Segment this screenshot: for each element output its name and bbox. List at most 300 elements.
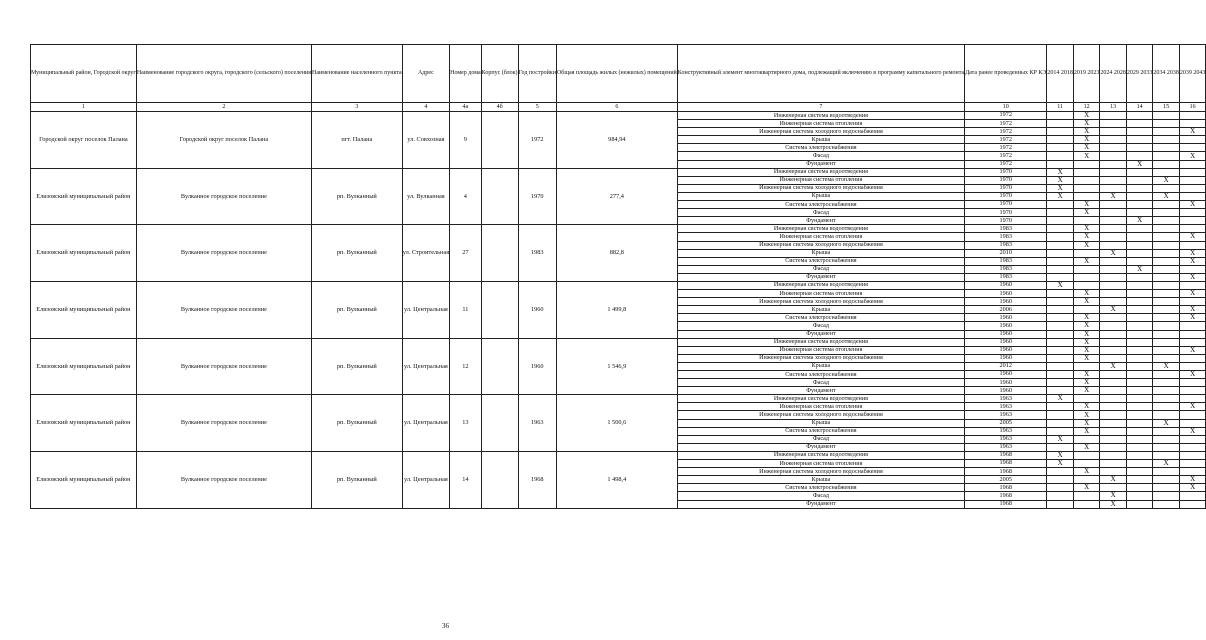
period-mark (1047, 322, 1074, 330)
period-mark (1153, 322, 1180, 330)
col-header-period: 2034 2038 (1153, 45, 1180, 103)
period-mark (1153, 500, 1180, 508)
element-name: Система электроснабжения (677, 427, 964, 435)
period-mark (1073, 249, 1100, 257)
period-mark (1179, 168, 1206, 176)
element-name: Инженерная система водоотведения (677, 225, 964, 233)
col-header-settlement: Наименование городского округа, городского (сельского) поселения (136, 45, 311, 103)
period-mark (1047, 298, 1074, 306)
grp-block (481, 338, 518, 395)
grp-settlement: Вулканное городское поселение (136, 225, 311, 282)
period-mark: X (1179, 346, 1206, 354)
element-name: Инженерная система водоотведения (677, 451, 964, 459)
period-mark: X (1073, 387, 1100, 395)
element-name: Фундамент (677, 500, 964, 508)
period-mark (1126, 476, 1153, 484)
period-mark (1047, 338, 1074, 346)
element-name: Фасад (677, 322, 964, 330)
grp-locality: рп. Вулканный (312, 281, 403, 338)
period-mark (1153, 484, 1180, 492)
element-name: Инженерная система водоотведения (677, 395, 964, 403)
period-mark (1126, 290, 1153, 298)
period-mark (1100, 233, 1127, 241)
period-mark (1073, 160, 1100, 168)
period-mark (1047, 492, 1074, 500)
element-name: Инженерная система холодного водоснабжения (677, 184, 964, 192)
period-mark (1153, 395, 1180, 403)
element-name: Инженерная система холодного водоснабжения (677, 354, 964, 362)
period-mark (1047, 290, 1074, 298)
grp-house: 9 (450, 112, 482, 169)
period-mark (1126, 128, 1153, 136)
period-mark (1153, 120, 1180, 128)
col-header-period: 2019 2023 (1073, 45, 1100, 103)
period-mark (1100, 128, 1127, 136)
grp-settlement: Вулканное городское поселение (136, 338, 311, 395)
prior-repair-date: 1970 (965, 209, 1047, 217)
element-name: Инженерная система водоотведения (677, 168, 964, 176)
col-header-area: Общая площадь жилых (нежилых) помещений (556, 45, 677, 103)
period-mark: X (1179, 314, 1206, 322)
column-number: 6 (556, 103, 677, 112)
period-mark (1047, 306, 1074, 314)
period-mark: X (1179, 403, 1206, 411)
column-number: 12 (1073, 103, 1100, 112)
element-name: Инженерная система холодного водоснабжения (677, 411, 964, 419)
period-mark (1047, 403, 1074, 411)
period-mark (1153, 160, 1180, 168)
element-name: Инженерная система отопления (677, 403, 964, 411)
period-mark (1153, 152, 1180, 160)
period-mark (1153, 265, 1180, 273)
column-number: 7 (677, 103, 964, 112)
period-mark (1100, 112, 1127, 120)
grp-locality: рп. Вулканный (312, 395, 403, 452)
period-mark (1100, 152, 1127, 160)
grp-year: 1963 (518, 395, 556, 452)
prior-repair-date: 1960 (965, 379, 1047, 387)
period-mark (1047, 484, 1074, 492)
prior-repair-date: 1963 (965, 427, 1047, 435)
prior-repair-date: 1970 (965, 184, 1047, 192)
element-name: Фундамент (677, 330, 964, 338)
prior-repair-date: 1968 (965, 500, 1047, 508)
period-mark (1126, 379, 1153, 387)
prior-repair-date: 1968 (965, 451, 1047, 459)
period-mark: X (1126, 217, 1153, 225)
element-name: Инженерная система отопления (677, 176, 964, 184)
column-number: 13 (1100, 103, 1127, 112)
column-number: 11 (1047, 103, 1074, 112)
period-mark (1100, 427, 1127, 435)
period-mark: X (1073, 120, 1100, 128)
period-mark: X (1047, 192, 1074, 200)
period-mark (1100, 168, 1127, 176)
column-number: 10 (965, 103, 1047, 112)
period-mark: X (1073, 379, 1100, 387)
period-mark (1126, 322, 1153, 330)
period-mark (1153, 249, 1180, 257)
period-mark: X (1047, 184, 1074, 192)
prior-repair-date: 1983 (965, 265, 1047, 273)
period-mark: X (1047, 168, 1074, 176)
period-mark (1126, 306, 1153, 314)
period-mark (1047, 354, 1074, 362)
period-mark (1047, 411, 1074, 419)
period-mark (1179, 354, 1206, 362)
element-name: Система электроснабжения (677, 144, 964, 152)
period-mark: X (1073, 201, 1100, 209)
element-name: Система электроснабжения (677, 484, 964, 492)
grp-house: 27 (450, 225, 482, 282)
period-mark: X (1100, 476, 1127, 484)
period-mark: X (1073, 233, 1100, 241)
grp-settlement: Вулканное городское поселение (136, 281, 311, 338)
period-mark (1153, 443, 1180, 451)
prior-repair-date: 1960 (965, 298, 1047, 306)
prior-repair-date: 2006 (965, 306, 1047, 314)
grp-year: 1970 (518, 168, 556, 225)
period-mark (1179, 136, 1206, 144)
period-mark (1179, 144, 1206, 152)
period-mark (1047, 152, 1074, 160)
period-mark: X (1153, 419, 1180, 427)
period-mark (1153, 371, 1180, 379)
element-name: Инженерная система водоотведения (677, 281, 964, 289)
period-mark (1073, 492, 1100, 500)
prior-repair-date: 1983 (965, 257, 1047, 265)
period-mark: X (1047, 281, 1074, 289)
period-mark (1073, 451, 1100, 459)
period-mark (1100, 257, 1127, 265)
period-mark (1100, 273, 1127, 281)
period-mark: X (1047, 395, 1074, 403)
period-mark (1047, 128, 1074, 136)
element-name: Крыша (677, 476, 964, 484)
period-mark (1100, 314, 1127, 322)
period-mark (1047, 112, 1074, 120)
period-mark (1126, 371, 1153, 379)
element-name: Фасад (677, 492, 964, 500)
period-mark (1153, 281, 1180, 289)
period-mark (1100, 451, 1127, 459)
period-mark: X (1100, 192, 1127, 200)
period-mark (1100, 403, 1127, 411)
column-number: 4 (402, 103, 449, 112)
period-mark (1126, 346, 1153, 354)
period-mark (1126, 468, 1153, 476)
period-mark (1153, 427, 1180, 435)
period-mark (1100, 411, 1127, 419)
element-name: Фасад (677, 265, 964, 273)
grp-settlement: Вулканное городское поселение (136, 451, 311, 508)
period-mark (1153, 290, 1180, 298)
table-row (31, 395, 1206, 403)
period-mark (1126, 273, 1153, 281)
period-mark (1126, 492, 1153, 500)
column-number: 4б (481, 103, 518, 112)
period-mark: X (1073, 427, 1100, 435)
period-mark: X (1179, 306, 1206, 314)
period-mark (1153, 112, 1180, 120)
period-mark: X (1047, 460, 1074, 468)
prior-repair-date: 1963 (965, 403, 1047, 411)
element-name: Фундамент (677, 387, 964, 395)
grp-year: 1972 (518, 112, 556, 169)
period-mark (1126, 354, 1153, 362)
col-header-address: Адрес (402, 45, 449, 103)
period-mark (1126, 168, 1153, 176)
element-name: Фундамент (677, 160, 964, 168)
period-mark (1100, 330, 1127, 338)
period-mark (1126, 451, 1153, 459)
period-mark (1179, 419, 1206, 427)
element-name: Инженерная система холодного водоснабжения (677, 241, 964, 249)
prior-repair-date: 1972 (965, 152, 1047, 160)
grp-year: 1968 (518, 451, 556, 508)
col-header-block: Корпус (блок) (481, 45, 518, 103)
period-mark (1047, 201, 1074, 209)
period-mark (1100, 144, 1127, 152)
grp-house: 14 (450, 451, 482, 508)
column-number: 14 (1126, 103, 1153, 112)
period-mark (1100, 176, 1127, 184)
period-mark (1126, 176, 1153, 184)
period-mark (1047, 233, 1074, 241)
prior-repair-date: 1960 (965, 281, 1047, 289)
period-mark (1126, 233, 1153, 241)
prior-repair-date: 1983 (965, 273, 1047, 281)
grp-district: Елизовский муниципальный район (31, 451, 137, 508)
grp-address: ул. Центральная (402, 281, 449, 338)
period-mark (1179, 160, 1206, 168)
period-mark (1047, 500, 1074, 508)
period-mark (1126, 500, 1153, 508)
grp-address: ул. Совхозная (402, 112, 449, 169)
period-mark (1047, 136, 1074, 144)
element-name: Инженерная система холодного водоснабжения (677, 128, 964, 136)
table-row (31, 225, 1206, 233)
period-mark (1153, 411, 1180, 419)
period-mark (1047, 379, 1074, 387)
period-mark (1179, 492, 1206, 500)
period-mark: X (1073, 403, 1100, 411)
period-mark: X (1179, 233, 1206, 241)
grp-house: 4 (450, 168, 482, 225)
period-mark (1153, 136, 1180, 144)
element-name: Система электроснабжения (677, 314, 964, 322)
period-mark (1073, 168, 1100, 176)
grp-block (481, 395, 518, 452)
period-mark (1153, 201, 1180, 209)
period-mark (1100, 443, 1127, 451)
period-mark: X (1100, 500, 1127, 508)
period-mark (1179, 451, 1206, 459)
period-mark: X (1179, 476, 1206, 484)
period-mark (1126, 241, 1153, 249)
period-mark (1126, 192, 1153, 200)
grp-area: 277,4 (556, 168, 677, 225)
period-mark (1047, 476, 1074, 484)
prior-repair-date: 2010 (965, 249, 1047, 257)
period-mark (1153, 314, 1180, 322)
period-mark (1179, 112, 1206, 120)
element-name: Фасад (677, 209, 964, 217)
period-mark (1047, 144, 1074, 152)
prior-repair-date: 1972 (965, 120, 1047, 128)
period-mark (1100, 460, 1127, 468)
period-mark (1153, 403, 1180, 411)
period-mark: X (1047, 435, 1074, 443)
period-mark (1179, 176, 1206, 184)
period-mark (1100, 290, 1127, 298)
period-mark (1153, 273, 1180, 281)
period-mark (1126, 225, 1153, 233)
prior-repair-date: 1963 (965, 411, 1047, 419)
period-mark: X (1073, 419, 1100, 427)
col-header-period: 2014 2018 (1047, 45, 1074, 103)
grp-locality: рп. Вулканный (312, 338, 403, 395)
element-name: Фасад (677, 435, 964, 443)
grp-block (481, 451, 518, 508)
period-mark (1153, 468, 1180, 476)
period-mark (1179, 460, 1206, 468)
column-number: 16 (1179, 103, 1206, 112)
period-mark (1153, 257, 1180, 265)
grp-address: ул. Центральная (402, 395, 449, 452)
period-mark (1126, 460, 1153, 468)
prior-repair-date: 1972 (965, 144, 1047, 152)
period-mark: X (1073, 152, 1100, 160)
grp-block (481, 168, 518, 225)
grp-address: ул. Центральная (402, 338, 449, 395)
period-mark: X (1100, 362, 1127, 370)
col-header-locality: Наименование населенного пункта (312, 45, 403, 103)
grp-area: 1 499,8 (556, 281, 677, 338)
period-mark (1047, 265, 1074, 273)
period-mark (1100, 395, 1127, 403)
period-mark (1179, 387, 1206, 395)
period-mark (1047, 249, 1074, 257)
grp-district: Елизовский муниципальный район (31, 225, 137, 282)
element-name: Фундамент (677, 273, 964, 281)
period-mark: X (1073, 484, 1100, 492)
period-mark: X (1153, 460, 1180, 468)
col-header-district: Муниципальный район, Городской округ (31, 45, 137, 103)
period-mark (1126, 152, 1153, 160)
prior-repair-date: 1963 (965, 443, 1047, 451)
period-mark (1100, 435, 1127, 443)
grp-block (481, 281, 518, 338)
period-mark: X (1073, 298, 1100, 306)
col-header-period: 2024 2028 (1100, 45, 1127, 103)
period-mark: X (1073, 241, 1100, 249)
period-mark: X (1073, 346, 1100, 354)
prior-repair-date: 1972 (965, 128, 1047, 136)
grp-block (481, 225, 518, 282)
element-name: Крыша (677, 306, 964, 314)
grp-locality: рп. Вулканный (312, 168, 403, 225)
period-mark (1153, 387, 1180, 395)
prior-repair-date: 1960 (965, 330, 1047, 338)
period-mark (1100, 241, 1127, 249)
prior-repair-date: 1972 (965, 160, 1047, 168)
grp-locality: рп. Вулканный (312, 225, 403, 282)
period-mark (1047, 241, 1074, 249)
table-row (31, 168, 1206, 176)
grp-area: 984,94 (556, 112, 677, 169)
period-mark (1100, 201, 1127, 209)
period-mark (1047, 160, 1074, 168)
period-mark (1073, 273, 1100, 281)
period-mark (1126, 184, 1153, 192)
period-mark (1126, 427, 1153, 435)
grp-district: Елизовский муниципальный район (31, 395, 137, 452)
period-mark: X (1179, 152, 1206, 160)
period-mark (1126, 387, 1153, 395)
prior-repair-date: 1960 (965, 290, 1047, 298)
period-mark (1153, 435, 1180, 443)
prior-repair-date: 1968 (965, 484, 1047, 492)
grp-area: 882,8 (556, 225, 677, 282)
element-name: Крыша (677, 249, 964, 257)
prior-repair-date: 1972 (965, 112, 1047, 120)
element-name: Инженерная система холодного водоснабжения (677, 298, 964, 306)
element-name: Система электроснабжения (677, 201, 964, 209)
period-mark (1153, 492, 1180, 500)
prior-repair-date: 1960 (965, 387, 1047, 395)
element-name: Инженерная система отопления (677, 290, 964, 298)
period-mark: X (1073, 314, 1100, 322)
period-mark (1100, 322, 1127, 330)
period-mark: X (1073, 411, 1100, 419)
element-name: Крыша (677, 192, 964, 200)
period-mark: X (1073, 338, 1100, 346)
prior-repair-date: 1968 (965, 492, 1047, 500)
period-mark (1126, 120, 1153, 128)
column-number-row (31, 103, 1206, 112)
col-header-year: Год постройки (518, 45, 556, 103)
period-mark (1179, 435, 1206, 443)
period-mark (1126, 330, 1153, 338)
period-mark: X (1073, 257, 1100, 265)
grp-year: 1983 (518, 225, 556, 282)
period-mark (1153, 338, 1180, 346)
period-mark (1126, 144, 1153, 152)
period-mark (1047, 257, 1074, 265)
period-mark: X (1047, 176, 1074, 184)
period-mark (1153, 298, 1180, 306)
prior-repair-date: 1963 (965, 435, 1047, 443)
prior-repair-date: 1968 (965, 460, 1047, 468)
element-name: Инженерная система отопления (677, 460, 964, 468)
period-mark: X (1179, 128, 1206, 136)
grp-district: Елизовский муниципальный район (31, 168, 137, 225)
period-mark (1126, 395, 1153, 403)
period-mark (1100, 281, 1127, 289)
period-mark (1153, 306, 1180, 314)
period-mark: X (1073, 225, 1100, 233)
period-mark (1047, 346, 1074, 354)
period-mark (1126, 419, 1153, 427)
period-mark: X (1100, 492, 1127, 500)
header-row (31, 45, 1206, 103)
grp-district: Елизовский муниципальный район (31, 281, 137, 338)
element-name: Крыша (677, 136, 964, 144)
period-mark: X (1126, 160, 1153, 168)
period-mark (1047, 468, 1074, 476)
period-mark: X (1179, 257, 1206, 265)
